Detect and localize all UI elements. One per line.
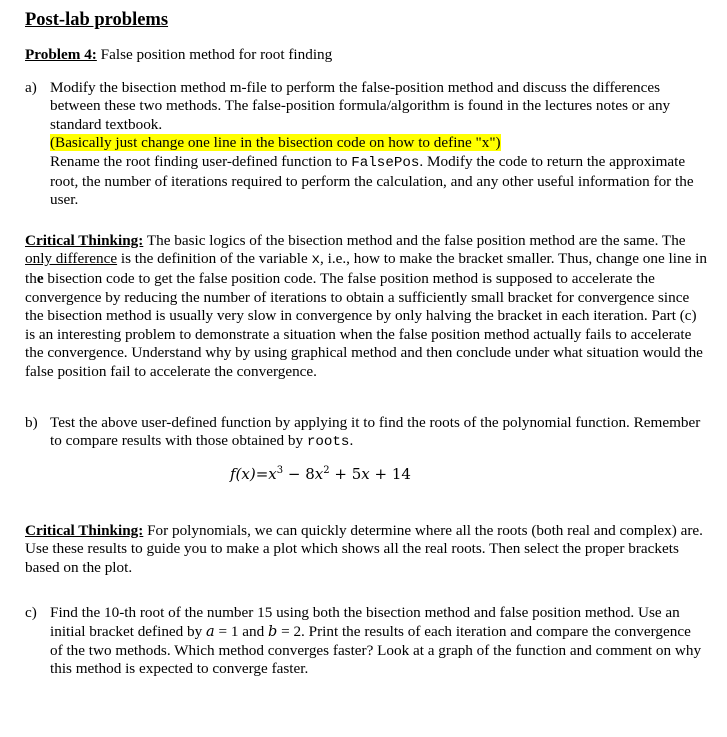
part-c-b-eq: = 2. Print the results of each iteration and compare the convergence of the two methods. Which method converges faster? Look at a graph of the function and comment on why this method is expected to converge faster.: [50, 623, 702, 678]
critical-thinking-label: Critical Thinking:: [25, 231, 144, 249]
part-a-rename-text: Rename the root finding user-defined function to: [50, 152, 352, 170]
part-c-text-1: Find the 10-th root of the number 15 using both the bisection method and false position method. Use an initial bracket defined by: [50, 604, 680, 641]
part-c: [25, 604, 715, 678]
eq-x-squared: x: [314, 464, 324, 483]
eq-power-3: 3: [276, 464, 284, 476]
ct1-text-3: , i.e., how to make the bracket smaller. Thus, change one line in: [320, 250, 707, 268]
part-c-a-eq: = 1 and: [214, 623, 268, 641]
ct1-word-th: th: [25, 269, 37, 287]
eq-plus-14: + 14: [369, 464, 411, 483]
part-b-letter: b): [25, 413, 38, 431]
part-b-text-1: Test the above user-defined function by applying it to find the roots of the polynomial function. Remember to compare results with those obtained by: [50, 413, 701, 450]
part-c-text: [50, 604, 705, 678]
part-a-letter: a): [25, 78, 37, 96]
eq-minus-8: − 8: [283, 464, 315, 483]
problem-name: False position method for root finding: [100, 46, 333, 63]
critical-thinking-1: [25, 232, 715, 382]
eq-plus-5: + 5: [329, 464, 362, 483]
roots-code: roots: [306, 434, 350, 451]
part-a: [25, 79, 715, 210]
function-name-code: FalsePos: [351, 154, 420, 171]
ct2-text: For polynomials, we can quickly determine where all the roots (both real and complex) are. Use these results to guide you to make a plot which shows all the real roots. Then select the proper brackets based on the plot.: [25, 521, 703, 576]
part-a-rename-text-2: . Modify the code to return the approximate root, the number of iterations required to perform the calculation, and any other useful information for the user.: [50, 152, 694, 209]
problem-heading: [25, 46, 715, 65]
var-a: a: [206, 624, 215, 641]
part-c-letter: c): [25, 604, 37, 622]
page-title: Post-lab problems: [25, 10, 169, 30]
ct1-text-2: is the definition of the variable: [117, 250, 312, 268]
critical-thinking-2: [25, 522, 715, 578]
ct1-text-1: The basic logics of the bisection method and the false position method are the same. The: [143, 231, 686, 249]
eq-lhs: f(x): [230, 464, 256, 483]
var-b: b: [267, 624, 278, 641]
part-b: [25, 414, 715, 452]
only-difference-text: only difference: [25, 250, 118, 268]
polynomial-equation: [25, 463, 715, 489]
eq-x-cubed: x: [268, 464, 277, 483]
document: [25, 8, 715, 679]
part-b-text-2: .: [349, 432, 354, 450]
problem-label: Problem 4:: [25, 46, 97, 63]
part-b-body: [50, 414, 715, 452]
variable-x-code: x: [311, 252, 321, 269]
eq-x: x: [361, 464, 370, 483]
part-c-body: [50, 604, 715, 678]
part-a-highlight: (Basically just change one line in the bisection code on how to define "x"): [50, 134, 501, 152]
part-a-rename: [50, 153, 705, 210]
ct1-text-4: bisection code to get the false position code. The false position method is supposed to accelerate the convergence by reducing the number of iterations to obtain a sufficiently small bracket for convergence since the bisection method is usually very slow in convergence by only halving the bracket in each iteration. Part (c) is an interesting problem to demonstrate a situation when the false position method actually fails to accelerate the convergence. Understand why by using graphical method and then conclude under what situation would the false position fail to accelerate the convergence.: [25, 269, 703, 380]
eq-power-2: 2: [323, 464, 330, 476]
ct1-word-e: e: [36, 269, 44, 287]
part-b-text: [50, 414, 705, 452]
critical-thinking-label-2: Critical Thinking:: [25, 521, 144, 539]
part-a-text: Modify the bisection method m-file to perform the false-position method and discuss the differences between these two methods. The false-position formula/algorithm is found in the lectures notes or any standard textbook.: [50, 78, 671, 133]
eq-equals: =: [255, 464, 269, 483]
part-a-body: [50, 79, 715, 210]
